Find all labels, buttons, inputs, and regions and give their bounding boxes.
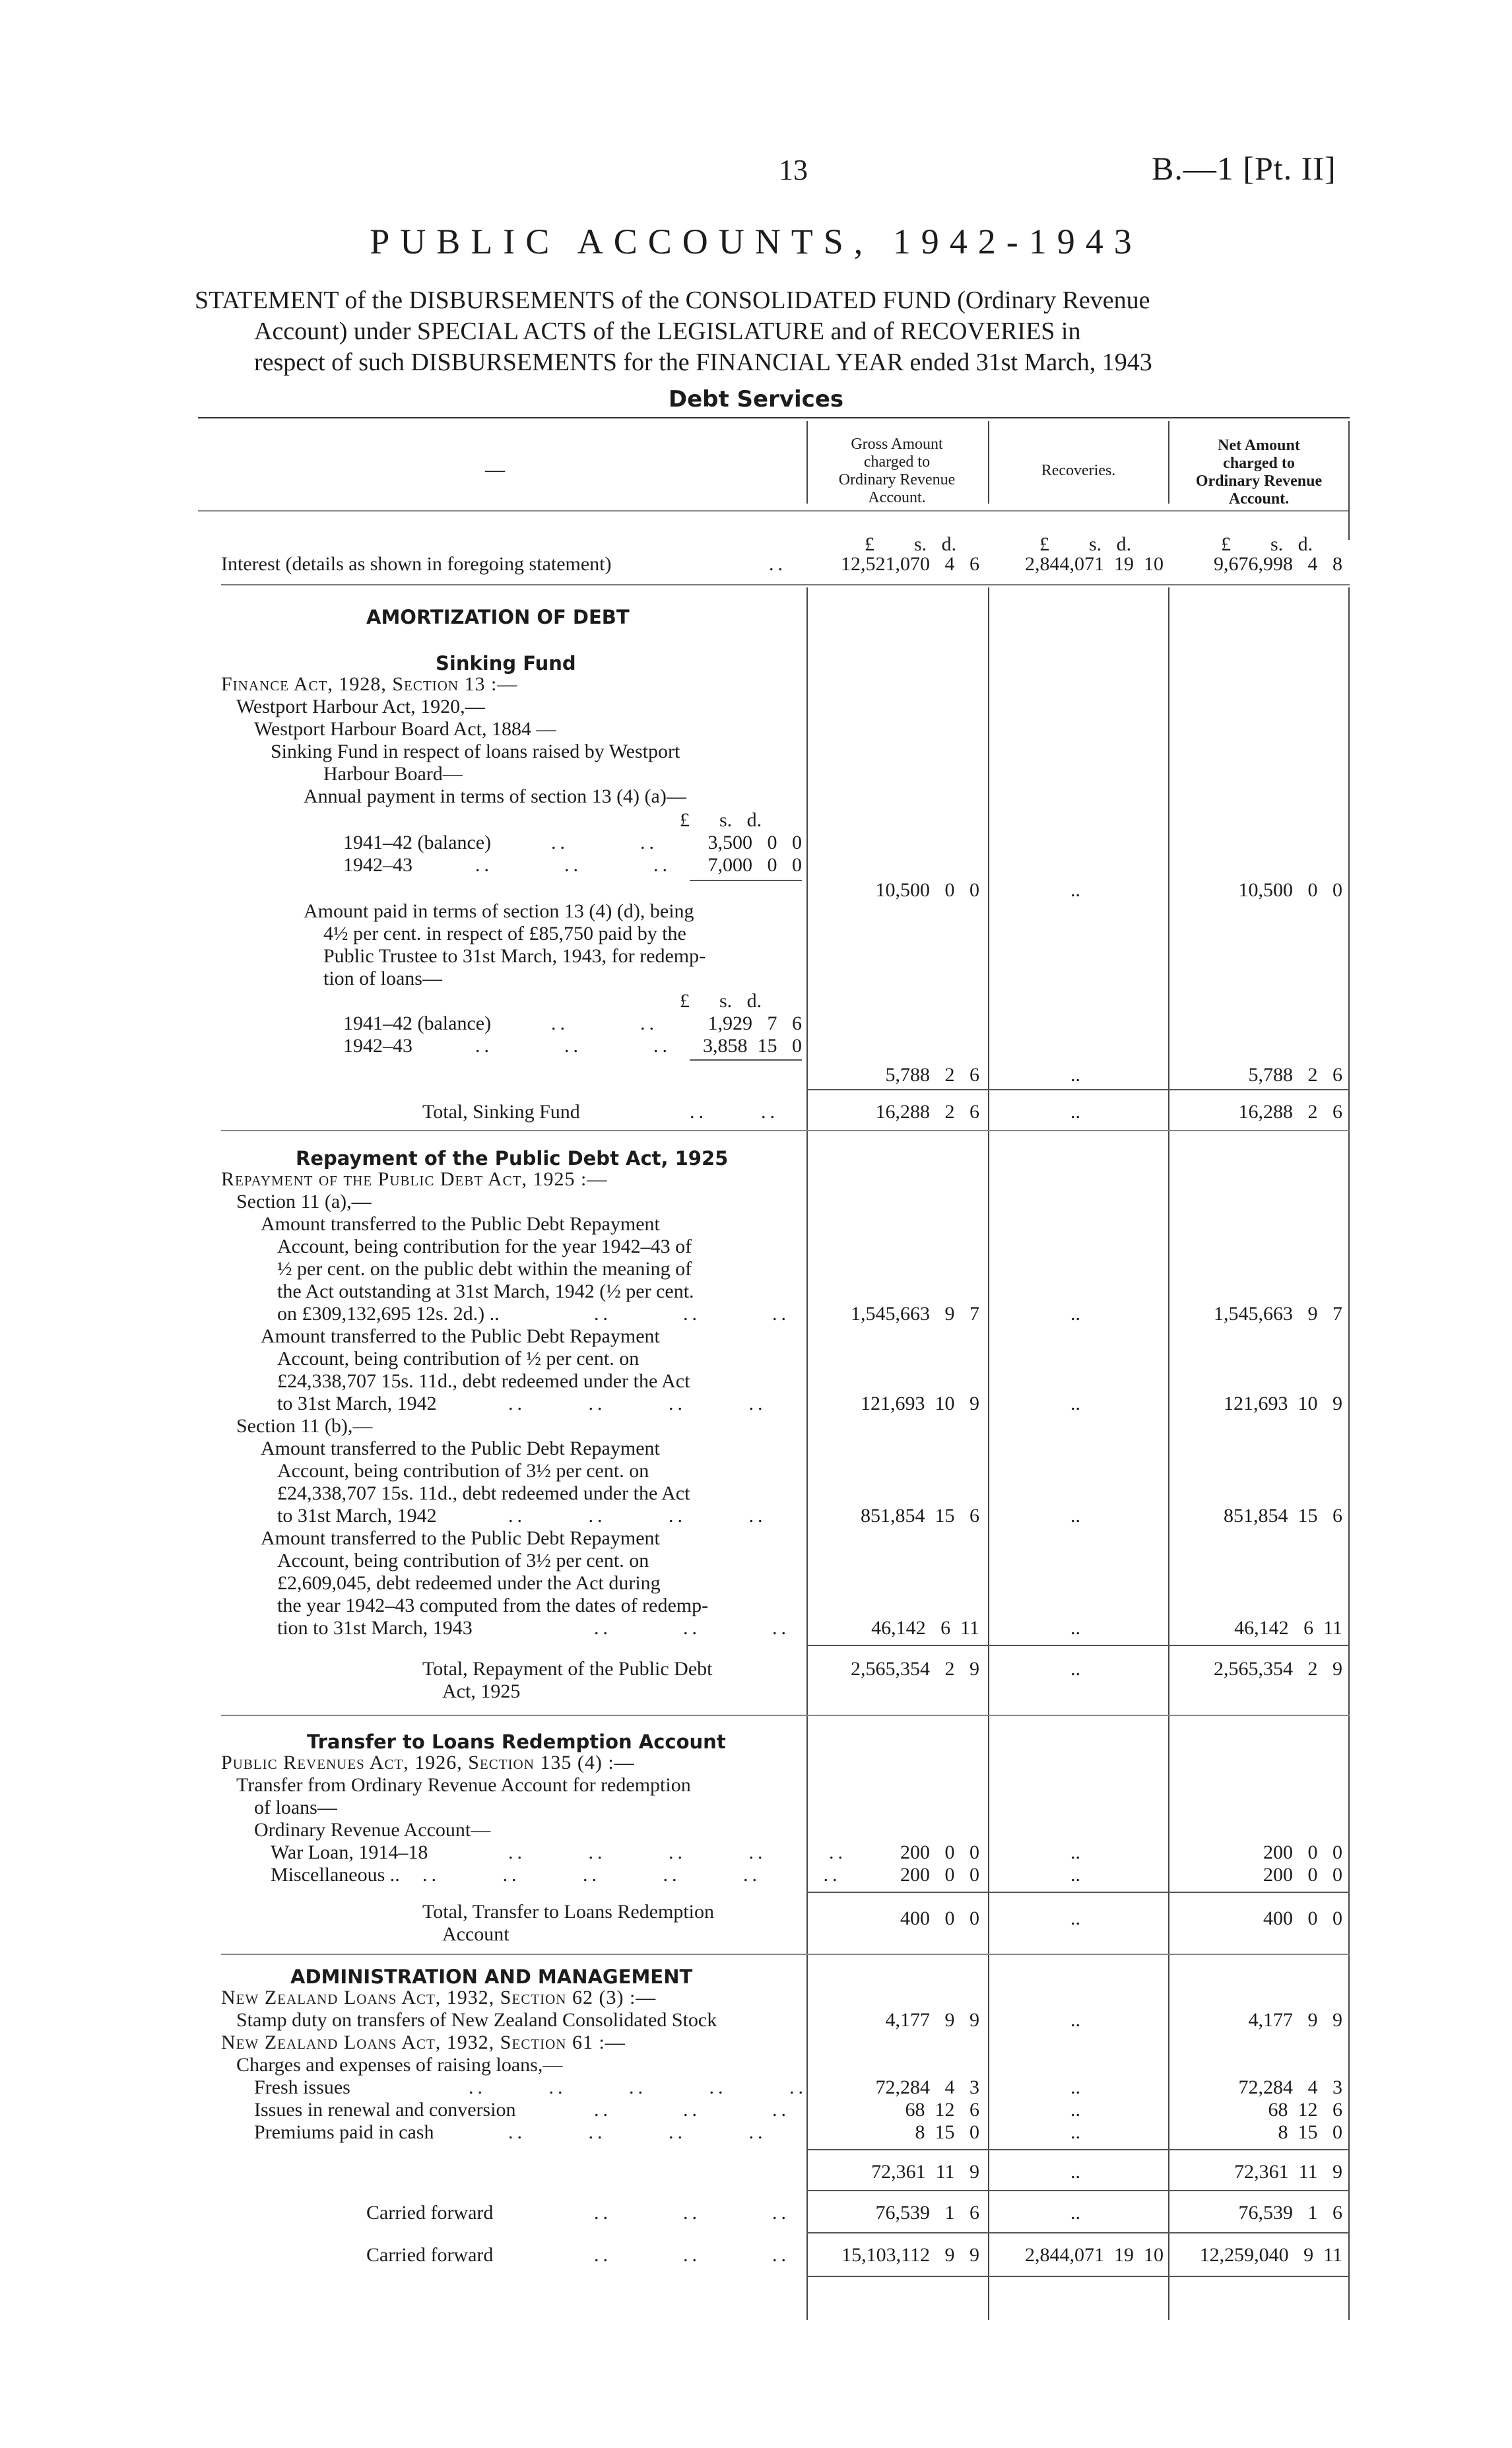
total-rule xyxy=(806,2232,1350,2233)
carried-forward-recoveries: 2,844,071 19 10 xyxy=(1025,2244,1164,2266)
sinking-line: Sinking Fund in respect of loans raised by Westport xyxy=(271,741,680,762)
transfer-line: Ordinary Revenue Account— xyxy=(254,1819,491,1841)
premiums-gross: 8 15 0 xyxy=(915,2121,979,2143)
repayment-line: Amount transferred to the Public Debt Repayment xyxy=(261,1325,660,1347)
repayment-heading: Repayment of the Public Debt Act, 1925 xyxy=(296,1147,729,1170)
repayment-line: to 31st March, 1942 xyxy=(277,1393,437,1414)
war-loan-gross: 200 0 0 xyxy=(900,1841,979,1863)
leader-dots: .. .. .. xyxy=(594,1617,790,1639)
header-bottom-rule xyxy=(198,510,1350,512)
section-heading: Debt Services xyxy=(668,386,844,413)
stamp-duty-label: Stamp duty on transfers of New Zealand Consolidated Stock xyxy=(236,2009,717,2031)
sinking-total-recoveries: .. xyxy=(1070,1101,1080,1123)
repayment-line: tion to 31st March, 1943 xyxy=(277,1617,473,1639)
page-reference: B.—1 [Pt. II] xyxy=(1152,150,1336,187)
gross-header-line: charged to xyxy=(863,453,931,471)
paid-line: 4½ per cent. in respect of £85,750 paid by the xyxy=(323,923,686,944)
item2-recoveries: .. xyxy=(1070,1393,1080,1414)
net-header-line: Net Amount xyxy=(1218,437,1300,454)
item4-gross: 46,142 6 11 xyxy=(871,1617,979,1639)
admin-subtotal-gross: 72,361 11 9 xyxy=(871,2161,979,2183)
renewal-recoveries: .. xyxy=(1070,2099,1080,2121)
gross-column-header xyxy=(810,436,983,507)
fresh-issues-label: Fresh issues xyxy=(254,2076,350,2098)
premiums-net: 8 15 0 xyxy=(1278,2121,1342,2143)
repayment-line: £2,609,045, debt redeemed under the Act during xyxy=(277,1572,661,1594)
sub-lsd-header: £ s. d. xyxy=(680,990,762,1012)
fresh-issues-net: 72,284 4 3 xyxy=(1238,2076,1342,2098)
carried-forward-gross: 76,539 1 6 xyxy=(875,2202,979,2224)
net-header-line: charged to xyxy=(1223,455,1295,472)
amortization-heading: AMORTIZATION OF DEBT xyxy=(366,606,630,628)
leader-dots: .. .. .. xyxy=(594,2099,790,2121)
col-divider-3 xyxy=(1168,421,1169,504)
sinking-line: Annual payment in terms of section 13 (4) (a)— xyxy=(304,785,686,807)
item3-net: 851,854 15 6 xyxy=(1224,1505,1342,1527)
paid-line: tion of loans— xyxy=(323,968,442,989)
body-col-divider-1 xyxy=(806,587,808,2320)
leader-dots: .. .. .. .. .. xyxy=(469,2076,807,2098)
leader-dots: .. .. .. .. .. xyxy=(508,1841,847,1863)
transfer-total-label-2: Account xyxy=(442,1923,509,1945)
repayment-line: Amount transferred to the Public Debt Repayment xyxy=(261,1527,660,1549)
fresh-issues-gross: 72,284 4 3 xyxy=(875,2076,979,2098)
admin-act-1: New Zealand Loans Act, 1932, Section 62 (3) :— xyxy=(221,1987,657,2008)
net-lsd-header: £ s. d. xyxy=(1221,533,1313,555)
sinking-line: Harbour Board— xyxy=(323,763,463,785)
interest-gross: 12,521,070 4 6 xyxy=(841,553,979,575)
item3-gross: 851,854 15 6 xyxy=(861,1505,979,1527)
repayment-line: ½ per cent. on the public debt within the meaning of xyxy=(277,1258,692,1280)
item1-net: 1,545,663 9 7 xyxy=(1214,1303,1342,1325)
stamp-duty-net: 4,177 9 9 xyxy=(1248,2009,1342,2031)
repayment-line: Amount transferred to the Public Debt Repayment xyxy=(261,1213,660,1235)
transfer-total-net: 400 0 0 xyxy=(1263,1907,1342,1929)
interest-rule xyxy=(221,584,1350,585)
repayment-line: the year 1942–43 computed from the dates of redemp- xyxy=(277,1595,709,1616)
repayment-line: Account, being contribution of ½ per cent. on xyxy=(277,1348,640,1370)
charges-label: Charges and expenses of raising loans,— xyxy=(236,2054,563,2076)
paid-line: Amount paid in terms of section 13 (4) (d), being xyxy=(304,900,694,922)
item4-recoveries: .. xyxy=(1070,1617,1080,1639)
total-rule xyxy=(806,1892,1350,1893)
repayment-line: Account, being contribution of 3½ per cent. on xyxy=(277,1460,649,1482)
repayment-line: £24,338,707 15s. 11d., debt redeemed under the Act xyxy=(277,1370,690,1392)
paid-row-amount: 1,929 7 6 xyxy=(707,1012,802,1034)
body-col-divider-right xyxy=(1348,587,1350,2320)
section-11b: Section 11 (b),— xyxy=(236,1415,373,1437)
repayment-total-gross: 2,565,354 2 9 xyxy=(851,1658,979,1680)
repayment-line: on £309,132,695 12s. 2d.) .. xyxy=(277,1303,500,1325)
admin-subtotal-net: 72,361 11 9 xyxy=(1234,2161,1342,2183)
miscellaneous-label: Miscellaneous .. xyxy=(271,1864,400,1886)
body-col-divider-2 xyxy=(988,587,989,2320)
page-title: PUBLIC ACCOUNTS, 1942-1943 xyxy=(370,222,1142,261)
leader-dots: .. .. .. .. .. .. xyxy=(422,1864,841,1886)
sinking-line: Westport Harbour Act, 1920,— xyxy=(236,696,485,717)
stamp-duty-gross: 4,177 9 9 xyxy=(885,2009,979,2031)
paid-row-label: 1941–42 (balance) xyxy=(343,1012,492,1034)
sinking-line: Westport Harbour Board Act, 1884 — xyxy=(254,718,556,740)
net-header-line: Account. xyxy=(1228,490,1290,508)
transfer-line: of loans— xyxy=(254,1797,337,1818)
gross-header-line: Account. xyxy=(868,489,926,506)
total-rule xyxy=(806,2190,1350,2191)
admin-act-2: New Zealand Loans Act, 1932, Section 61 :— xyxy=(221,2032,626,2053)
admin-subtotal-recoveries: .. xyxy=(1070,2161,1080,2183)
leader-dots: .. .. .. xyxy=(475,1035,671,1057)
table-top-rule xyxy=(198,417,1350,418)
paid-row-amount: 3,858 15 0 xyxy=(703,1035,802,1057)
paid-net: 5,788 2 6 xyxy=(1248,1064,1342,1086)
repayment-line: to 31st March, 1942 xyxy=(277,1505,437,1527)
leader-dots: .. .. xyxy=(690,1101,779,1123)
section-11a: Section 11 (a),— xyxy=(236,1191,372,1212)
carried-forward-gross: 15,103,112 9 9 xyxy=(841,2244,979,2266)
repayment-line: Amount transferred to the Public Debt Repayment xyxy=(261,1438,660,1459)
net-column-header xyxy=(1171,437,1346,508)
body-col-divider-3 xyxy=(1168,587,1169,2320)
war-loan-net: 200 0 0 xyxy=(1263,1841,1342,1863)
transfer-total-gross: 400 0 0 xyxy=(900,1907,979,1929)
transfer-total-label: Total, Transfer to Loans Redemption xyxy=(422,1901,715,1923)
item1-gross: 1,545,663 9 7 xyxy=(851,1303,979,1325)
repayment-line: the Act outstanding at 31st March, 1942 (½ per cent. xyxy=(277,1280,694,1302)
col-divider-2 xyxy=(988,421,989,504)
col-divider-1 xyxy=(806,421,808,504)
annual-row-amount: 3,500 0 0 xyxy=(707,832,802,853)
net-header-line: Ordinary Revenue xyxy=(1195,473,1323,490)
annual-gross: 10,500 0 0 xyxy=(875,879,979,901)
premiums-recoveries: .. xyxy=(1070,2121,1080,2143)
item2-net: 121,693 10 9 xyxy=(1224,1393,1342,1414)
total-rule xyxy=(806,1645,1350,1646)
stub-dash: — xyxy=(485,459,505,480)
gross-header-line: Gross Amount xyxy=(851,436,943,453)
subtotal-rule xyxy=(690,1059,802,1061)
carried-forward-recoveries: .. xyxy=(1070,2202,1080,2224)
statement-line-1: STATEMENT of the DISBURSEMENTS of the CONSOLIDATED FUND (Ordinary Revenue xyxy=(195,286,1150,314)
subtotal-rule xyxy=(690,880,802,881)
miscellaneous-gross: 200 0 0 xyxy=(900,1864,979,1886)
section-rule xyxy=(221,1954,1350,1955)
admin-heading: ADMINISTRATION AND MANAGEMENT xyxy=(290,1966,693,1988)
annual-row-label: 1941–42 (balance) xyxy=(343,832,492,853)
leader-dots: .. .. xyxy=(551,832,658,853)
war-loan-recoveries: .. xyxy=(1070,1841,1080,1863)
item3-recoveries: .. xyxy=(1070,1505,1080,1527)
carried-forward-net: 76,539 1 6 xyxy=(1238,2202,1342,2224)
interest-net: 9,676,998 4 8 xyxy=(1214,553,1342,575)
repayment-total-label: Total, Repayment of the Public Debt xyxy=(422,1658,713,1680)
paid-recoveries: .. xyxy=(1070,1064,1080,1086)
statement-line-2: Account) under SPECIAL ACTS of the LEGISLATURE and of RECOVERIES in xyxy=(254,317,1081,345)
sinking-fund-heading: Sinking Fund xyxy=(436,652,576,675)
leader-dots: .. .. .. .. xyxy=(508,1505,767,1527)
repayment-total-net: 2,565,354 2 9 xyxy=(1214,1658,1342,1680)
renewal-label: Issues in renewal and conversion xyxy=(254,2099,516,2121)
miscellaneous-net: 200 0 0 xyxy=(1263,1864,1342,1886)
paid-gross: 5,788 2 6 xyxy=(885,1064,979,1086)
page-number: 13 xyxy=(779,154,808,186)
repayment-act: Repayment of the Public Debt Act, 1925 :— xyxy=(221,1168,608,1190)
leader-dots: .. xyxy=(769,553,787,575)
section-rule xyxy=(221,1130,1350,1131)
sinking-total-label: Total, Sinking Fund xyxy=(422,1101,580,1123)
transfer-act: Public Revenues Act, 1926, Section 135 (4) :— xyxy=(221,1752,635,1773)
sinking-total-net: 16,288 2 6 xyxy=(1238,1101,1342,1123)
renewal-net: 68 12 6 xyxy=(1268,2099,1342,2121)
sub-lsd-header: £ s. d. xyxy=(680,809,762,831)
paid-line: Public Trustee to 31st March, 1943, for redemp- xyxy=(323,945,706,967)
stamp-duty-recoveries: .. xyxy=(1070,2009,1080,2031)
sinking-total-gross: 16,288 2 6 xyxy=(875,1101,979,1123)
leader-dots: .. .. .. xyxy=(594,2202,790,2224)
leader-dots: .. .. .. xyxy=(594,2244,790,2266)
war-loan-label: War Loan, 1914–18 xyxy=(271,1841,428,1863)
transfer-heading: Transfer to Loans Redemption Account xyxy=(307,1731,726,1753)
recoveries-column-header: Recoveries. xyxy=(1041,462,1116,479)
interest-label: Interest (details as shown in foregoing statement) xyxy=(221,553,612,575)
annual-net: 10,500 0 0 xyxy=(1238,879,1342,901)
annual-row-label: 1942–43 xyxy=(343,854,412,876)
recoveries-lsd-header: £ s. d. xyxy=(1039,533,1132,555)
repayment-total-recoveries: .. xyxy=(1070,1658,1080,1680)
miscellaneous-recoveries: .. xyxy=(1070,1864,1080,1886)
interest-recoveries: 2,844,071 19 10 xyxy=(1025,553,1164,575)
leader-dots: .. .. .. .. xyxy=(508,1393,767,1414)
leader-dots: .. .. .. xyxy=(594,1303,790,1325)
repayment-line: £24,338,707 15s. 11d., debt redeemed under the Act xyxy=(277,1482,690,1504)
leader-dots: .. .. .. xyxy=(475,854,671,876)
carried-forward-label: Carried forward xyxy=(366,2202,494,2224)
bottom-rule xyxy=(806,2276,1350,2277)
leader-dots: .. .. .. .. xyxy=(508,2121,767,2143)
gross-lsd-header: £ s. d. xyxy=(865,533,957,555)
annual-recoveries: .. xyxy=(1070,879,1080,901)
sinking-line: Finance Act, 1928, Section 13 :— xyxy=(221,673,518,695)
renewal-gross: 68 12 6 xyxy=(905,2099,979,2121)
total-rule xyxy=(806,2149,1350,2150)
item4-net: 46,142 6 11 xyxy=(1234,1617,1342,1639)
annual-row-amount: 7,000 0 0 xyxy=(707,854,802,876)
leader-dots: .. .. xyxy=(551,1012,658,1034)
transfer-line: Transfer from Ordinary Revenue Account for redemption xyxy=(236,1774,691,1796)
statement-heading xyxy=(195,285,1346,378)
repayment-total-label-2: Act, 1925 xyxy=(442,1680,521,1702)
fresh-issues-recoveries: .. xyxy=(1070,2076,1080,2098)
gross-header-line: Ordinary Revenue xyxy=(838,471,956,488)
repayment-line: Account, being contribution for the year 1942–43 of xyxy=(277,1236,692,1257)
repayment-line: Account, being contribution of 3½ per cent. on xyxy=(277,1550,649,1571)
item2-gross: 121,693 10 9 xyxy=(861,1393,979,1414)
section-rule xyxy=(221,1715,1350,1716)
total-rule xyxy=(806,1089,1350,1090)
premiums-label: Premiums paid in cash xyxy=(254,2121,434,2143)
item1-recoveries: .. xyxy=(1070,1303,1080,1325)
statement-line-3: respect of such DISBURSEMENTS for the FINANCIAL YEAR ended 31st March, 1943 xyxy=(254,348,1152,376)
carried-forward-net: 12,259,040 9 11 xyxy=(1199,2244,1342,2266)
col-divider-right xyxy=(1348,421,1350,540)
carried-forward-label: Carried forward xyxy=(366,2244,494,2266)
paid-row-label: 1942–43 xyxy=(343,1035,412,1057)
transfer-total-recoveries: .. xyxy=(1070,1907,1080,1929)
